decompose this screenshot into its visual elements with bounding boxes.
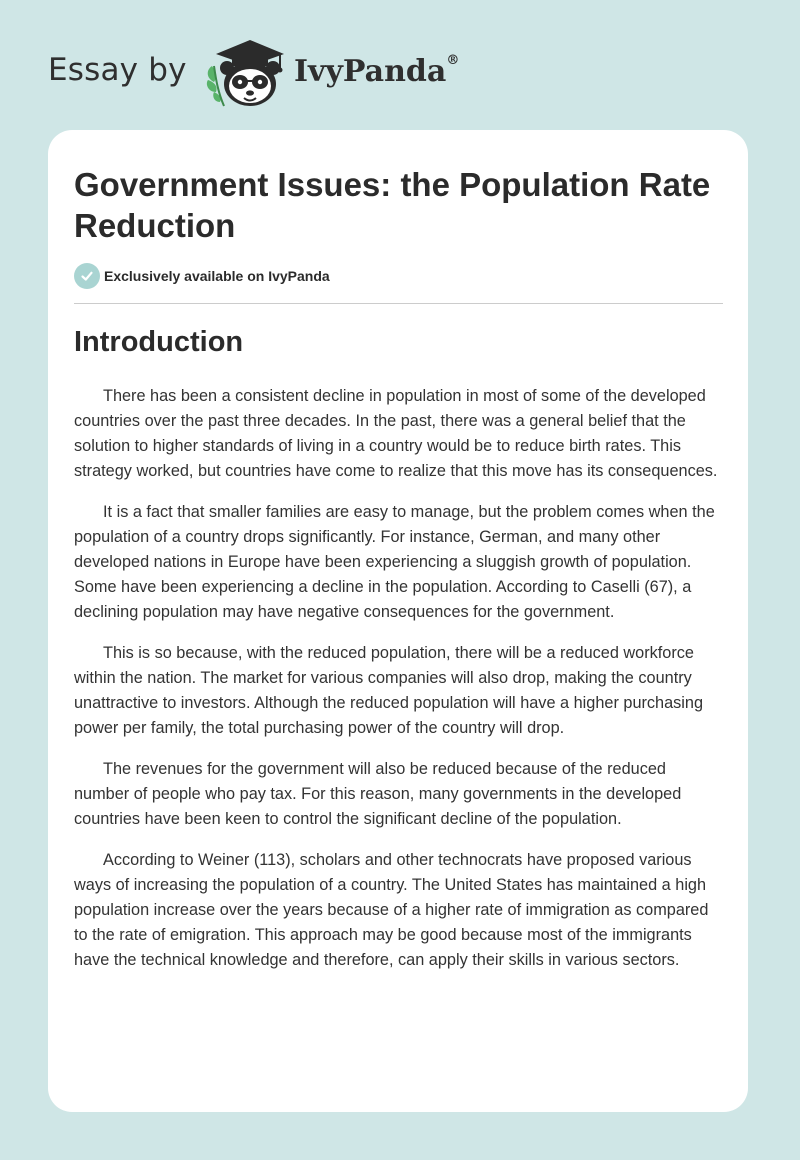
panda-logo-icon[interactable] [200, 30, 296, 110]
paragraph: There has been a consistent decline in population in most of some of the developed countries over the past three decades. In the past, there was a general belief that the solution to higher standards of living in a country would be to reduce birth rates. This strategy worked, but countries have come to realize that this move has its consequences. [74, 387, 718, 480]
brand-name[interactable] [294, 54, 459, 89]
brand-text: IvyPanda [294, 54, 447, 89]
registered-mark: ® [446, 53, 460, 68]
exclusive-label: Exclusively available on IvyPanda [104, 268, 330, 284]
essay-card [48, 130, 748, 1112]
paragraph: According to Weiner (113), scholars and other technocrats have proposed various ways of increasing the population of a country. The United States has maintained a high population increase over the years because of a higher rate of immigration as compared to the rate of emigration. This approach may be good because most of the immigrants have the technical knowledge and therefore, can apply their skills in various sectors. [74, 851, 709, 969]
exclusive-badge [74, 263, 330, 289]
site-header [48, 30, 508, 110]
divider [74, 303, 723, 304]
paragraph: The revenues for the government will also be reduced because of the reduced number of people who pay tax. For this reason, many governments in the developed countries have been keen to control the significant decline of the population. [74, 760, 682, 828]
paragraph: It is a fact that smaller families are easy to manage, but the problem comes when the population of a country drops significantly. For instance, German, and many other developed nations in Europe have been experiencing a sluggish growth of population. Some have been experiencing a decline in the population. According to Caselli (67), a declining population may have negative consequences for the government. [74, 503, 715, 621]
essay-body [74, 384, 725, 989]
essay-title: Government Issues: the Population Rate Reduction [74, 166, 711, 244]
essay-by-label: Essay by [48, 52, 187, 88]
paragraph: This is so because, with the reduced population, there will be a reduced workforce within the nation. The market for various companies will also drop, making the country unattractive to investors. Although the reduced population will have a higher purchasing power per family, the total purchasing power of the country will drop. [74, 644, 704, 737]
section-heading: Introduction [74, 326, 244, 358]
checkmark-icon [74, 263, 100, 289]
